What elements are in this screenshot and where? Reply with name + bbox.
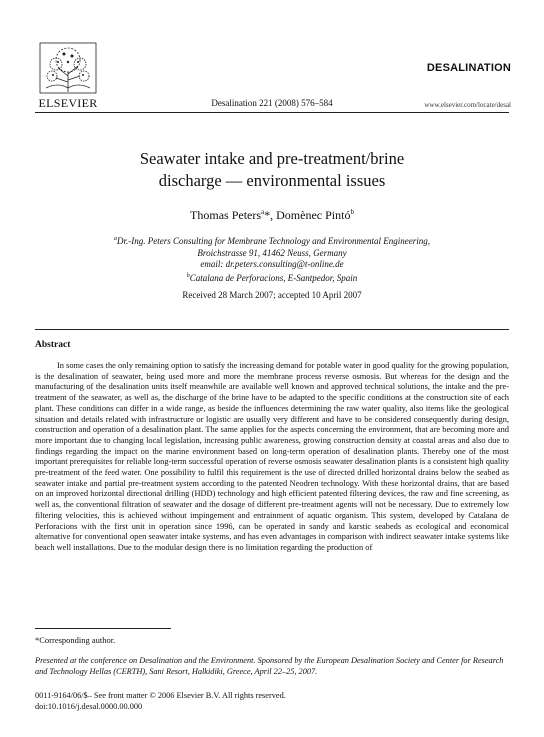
conference-note: Presented at the conference on Desalination and the Environment. Sponsored by the European Desalination Society and Center for Research and Technology Hellas (CERTH), Sani Resort, Halkidiki, Greece, April 22–25, 2007. <box>35 656 504 676</box>
corresponding-mark: *, <box>264 208 277 222</box>
header-rule <box>35 112 509 113</box>
affiliation-b-line-1: $^b$Catalana de Perforacions, E-Santpedor, Spain <box>186 272 358 283</box>
elsevier-tree-icon <box>38 42 98 94</box>
affiliation-a-line-1: $^a$Dr.-Ing. Peters Consulting for Membrane Technology and Environmental Engineering, <box>113 236 431 246</box>
doi-line[interactable]: doi:10.1016/j.desal.0000.00.000 <box>35 702 143 711</box>
affiliation-a-mark: a <box>113 236 117 242</box>
journal-citation: Desalination 221 (2008) 576–584 <box>211 98 333 108</box>
title-line-1: Seawater intake and pre-treatment/brine <box>139 149 405 168</box>
abstract-rule <box>35 329 509 330</box>
corresponding-author-note: *Corresponding author. <box>35 635 116 645</box>
journal-name: DESALINATION <box>426 62 511 74</box>
affiliations <box>0 234 544 284</box>
publisher-wordmark: ELSEVIER <box>38 96 98 110</box>
footnote-rule <box>35 628 171 629</box>
author-2: Domènec Pintó <box>276 208 351 222</box>
received-dates: Received 28 March 2007; accepted 10 April 2007 <box>182 290 362 300</box>
author-1: Thomas Peters <box>190 208 262 222</box>
issn-line: 0011-9164/06/$– See front matter © 2006 Elsevier B.V. All rights reserved. <box>35 691 286 700</box>
affiliation-a-line-2: Broichstrasse 91, 41462 Neuss, Germany <box>197 247 347 258</box>
author-list <box>0 208 544 223</box>
affiliation-b-mark: b <box>186 272 190 279</box>
abstract-heading: Abstract <box>35 340 71 350</box>
copyright-block <box>35 690 286 712</box>
title-line-2: discharge — environmental issues <box>158 171 386 190</box>
author-2-affil-mark: b <box>350 208 354 216</box>
article-title <box>0 148 544 192</box>
abstract-body: In some cases the only remaining option to satisfy the increasing demand for potable water in good quality for the growing population, is the desalination of seawater, being used more and more the membrane process reverse osmosis. But whereas for the design and the manufacturing of the desalination units itself meanwhile are available well known and approved technical solutions, the intake and the pre-treatment of the seawater, as well as, the discharge of the brine have to be adapted to the specific conditions at the construction site of each plant. These conditions can differ in a wide range, as beside the influences determining the raw water quality, also items like the geological situation and details related with infrastructure or logistic are usually very different and have to be considered consequently during design, construction and operation of a desalination plant. The same applies for the aspects concerning the environment, that are becoming more and more important due to changing local legislation, increasing public awareness, growing construction density at coastal areas and also due to findings regarding the impact on the marine environment based on long-term operation of desalination plants. Thereby one of the most important prerequisites for reliable long-term successful operation of reverse osmosis seawater desalination plants is a consistent high quality pre-treatment of the feed water. One possibility to fulfil this requirement is the use of directed drilled horizontal drains below the seabed as seawater intake and partial pre-treatment system according to the patented Neodren technology. With these horizontal drains, that are based on an improved horizontal directional drilling (HDD) technology and high efficient patented filtering devices, the raw and fine screening, as well as, the conventional filtration of seawater and the dosage of different pre-treatment agents will not be necessary. Due to extremely low filtering velocities, this is achieved without impingement and entrainment of aquatic organism. This system, developed by Catalana de Perforacions with the first unit in operation since 1996, can be operated in sandy and karstic seabeds as ecological and economical alternative for conventional open seawater intake systems, and has even advantages in comparison with indirect seawater intake systems like beach well installations. Due to the modular design there is no limitation regarding the production of <box>35 361 509 552</box>
affiliation-a-email[interactable]: email: dr.peters.consulting@t-online.de <box>200 259 344 270</box>
author-1-affil-mark: a <box>261 208 265 216</box>
journal-url-link[interactable]: www.elsevier.com/locate/desal <box>424 101 511 109</box>
